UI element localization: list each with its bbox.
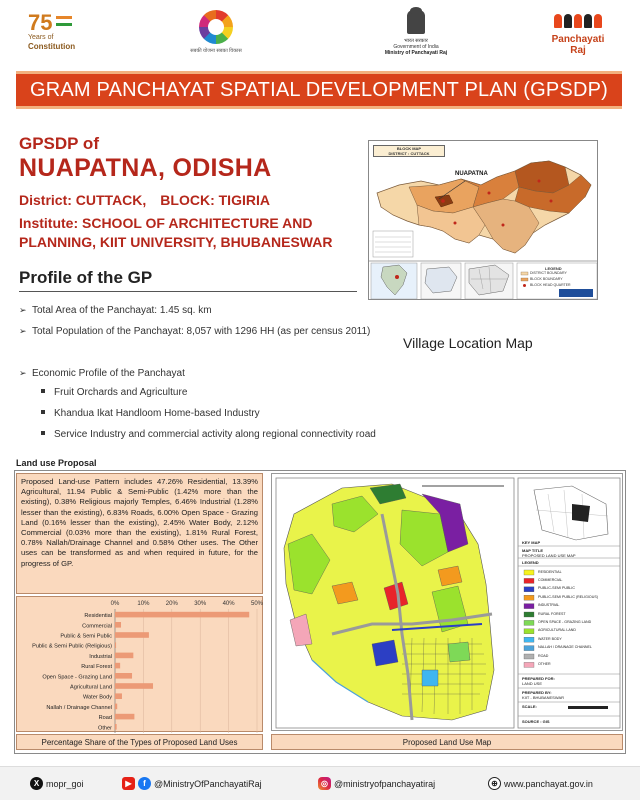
legend-swatch	[524, 612, 534, 617]
economic-item	[41, 408, 260, 419]
legend-swatch	[524, 570, 534, 575]
facebook-handle: @MinistryOfPanchayatiRaj	[154, 778, 262, 789]
legend-swatch	[524, 595, 534, 600]
ministry-line3: Ministry of Panchayati Raj	[384, 50, 448, 56]
logo-strip	[0, 0, 640, 64]
flower-icon	[199, 10, 233, 44]
map-title-label: MAP TITLE	[522, 548, 544, 553]
map-title-text: PROPOSED LAND USE MAP	[522, 553, 576, 558]
bar	[115, 683, 153, 689]
category-label: Nallah / Drainage Channel	[46, 704, 112, 711]
people-plan-logo	[190, 10, 242, 58]
x-tick-label: 20%	[165, 601, 178, 607]
instagram-link[interactable]	[318, 777, 435, 790]
prepared-by-label: PREPARED BY:	[522, 690, 552, 695]
square-bullet-icon	[41, 389, 45, 393]
instagram-icon: ◎	[318, 777, 331, 790]
plu-legend-item: NALLAH / DRAINAGE CHANNEL	[538, 645, 592, 650]
constitution-number: 75	[28, 10, 53, 35]
category-label: Other	[98, 725, 112, 732]
village-label: NUAPATNA	[455, 171, 488, 177]
bar	[115, 653, 133, 659]
category-label: Rural Forest	[81, 664, 112, 671]
legend-swatch	[524, 637, 534, 642]
ministry-line1: भारत सरकार	[404, 38, 428, 44]
social-footer	[0, 766, 640, 800]
key-map-label: KEY MAP	[522, 540, 541, 545]
gpsdp-of-label: GPSDP of	[19, 134, 99, 153]
economic-item-text: Service Industry and commercial activity along regional connectivity road	[54, 429, 376, 440]
economic-item-text: Khandua Ikat Handloom Home-based Industry	[54, 408, 260, 419]
bar-chart-svg	[17, 597, 264, 733]
legend-swatch	[524, 662, 534, 667]
plu-legend-item: OPEN SPACE - GRAZING LAND	[538, 619, 592, 624]
location-legend-item: BLOCK HEAD QUARTER	[530, 283, 571, 287]
banner-title: GRAM PANCHAYAT SPATIAL DEVELOPMENT PLAN (GPSDP)	[29, 78, 609, 101]
plu-legend-item: PUBLIC-SEMI PUBLIC	[538, 586, 575, 591]
bar	[115, 673, 132, 679]
bar	[115, 663, 120, 669]
institute-label: Institute: SCHOOL OF ARCHITECTURE AND PLANNING, KIIT UNIVERSITY, BHUBANESWAR	[19, 215, 333, 250]
economic-item	[41, 387, 187, 398]
plu-legend-item: WATER BODY	[538, 636, 562, 641]
category-label: Industrial	[89, 653, 112, 660]
category-label: Road	[98, 715, 112, 722]
legend-swatch	[524, 654, 534, 659]
category-label: Water Body	[82, 694, 112, 701]
arrow-bullet-icon: ➢	[19, 326, 27, 336]
profile-population-item	[19, 326, 370, 337]
panchayati-raj-text: Panchayati Raj	[551, 34, 605, 56]
x-tick-label: 50%	[250, 601, 264, 607]
legend-swatch	[524, 629, 534, 634]
economic-item-text: Fruit Orchards and Agriculture	[54, 387, 188, 398]
x-tick-label: 30%	[194, 601, 207, 607]
source-label: SOURCE : GIS	[522, 719, 550, 724]
proposed-land-use-map	[271, 473, 623, 731]
ministry-logo	[376, 10, 456, 60]
district-label: District: CUTTACK,	[19, 192, 147, 208]
facebook-icon: f	[138, 777, 151, 790]
bar	[115, 724, 117, 730]
economic-title-text: Economic Profile of the Panchayat	[32, 368, 185, 379]
profile-population-text: Total Population of the Panchayat: 8,057 with 1296 HH (as per census 2011)	[32, 326, 371, 337]
panchayati-raj-logo	[546, 10, 610, 54]
x-tick-label: 0%	[110, 601, 120, 607]
category-label: Open Space - Grazing Land	[42, 674, 112, 681]
location-legend-item: BLOCK BOUNDARY	[530, 277, 563, 281]
twitter-link[interactable]	[30, 777, 84, 790]
bar	[115, 693, 122, 699]
plu-legend-item: ROAD	[538, 653, 549, 658]
profile-divider	[19, 291, 357, 292]
land-use-map-caption: Proposed Land Use Map	[271, 734, 623, 750]
x-twitter-icon: X	[30, 777, 43, 790]
economic-item	[41, 429, 376, 440]
arrow-bullet-icon: ➢	[19, 305, 27, 315]
block-location-map	[368, 140, 598, 300]
block-label: BLOCK: TIGIRIA	[160, 192, 270, 208]
constitution-line2: Constitution	[28, 42, 76, 51]
bar	[115, 642, 116, 648]
block-map-graphic	[369, 141, 598, 300]
national-emblem-icon	[407, 10, 425, 34]
prepared-by-text: KIIT - BHUBANESWAR	[522, 695, 565, 700]
prepared-for-label: PREPARED FOR:	[522, 676, 555, 681]
legend-swatch	[524, 604, 534, 609]
people-figures-icon	[554, 12, 602, 30]
category-label: Public & Semi Public (Religious)	[32, 643, 112, 650]
website-link[interactable]	[488, 777, 593, 790]
arrow-bullet-icon: ➢	[19, 368, 27, 378]
land-use-map-graphic	[272, 474, 623, 731]
legend-swatch	[524, 587, 534, 592]
facebook-link[interactable]	[122, 777, 262, 790]
category-label: Public & Semi Public	[60, 633, 112, 640]
legend-swatch	[524, 646, 534, 651]
plu-legend-item: RURAL FOREST	[538, 611, 566, 616]
economic-title-item	[19, 368, 185, 379]
plu-legend-item: PUBLIC-SEMI PUBLIC (RELIGIOUS)	[538, 594, 598, 599]
gp-name: NUAPATNA, ODISHA	[19, 154, 272, 182]
legend-swatch	[524, 578, 534, 583]
website-url: www.panchayat.gov.in	[504, 778, 593, 789]
x-tick-label: 40%	[222, 601, 235, 607]
land-use-section-title: Land use Proposal	[16, 458, 97, 468]
bar	[115, 612, 249, 618]
plu-legend-item: AGRICULTURAL LAND	[538, 628, 576, 633]
village-location-caption: Village Location Map	[403, 335, 533, 351]
instagram-handle: @ministryofpanchayatiraj	[334, 778, 436, 789]
location-legend-item: DISTRICT BOUNDARY	[530, 271, 567, 275]
profile-title: Profile of the GP	[19, 268, 153, 287]
square-bullet-icon	[41, 410, 45, 414]
plu-legend-item: INDUSTRIAL	[538, 603, 560, 608]
twitter-handle: mopr_goi	[46, 778, 84, 789]
category-label: Commercial	[82, 623, 112, 630]
profile-area-text: Total Area of the Panchayat: 1.45 sq. km	[32, 305, 212, 316]
land-use-bar-chart	[16, 596, 263, 732]
scale-label: SCALE:	[522, 704, 537, 709]
x-tick-label: 10%	[137, 601, 150, 607]
title-banner	[16, 71, 622, 109]
category-label: Residential	[84, 613, 112, 620]
constitution-75-logo	[26, 10, 86, 54]
block-map-title: BLOCK MAP	[396, 146, 422, 151]
bar	[115, 632, 149, 638]
legend-swatch	[524, 620, 534, 625]
tricolor-mark	[56, 16, 72, 26]
flower-caption: सबकी योजना सबका विकास	[190, 48, 242, 54]
plu-legend-item: RESIDENTIAL	[538, 569, 562, 574]
land-use-description: Proposed Land-use Pattern includes 47.26% Residential, 13.39% Agricultural, 11.94 Public & Semi-Public (1.42% more than the existing), 0.38% Religious majorly Temples, 6.46% Industrial (1.28% lesser than the existing), 6.83% Roads, 6.00% Open Space - Grazing Land (0.16% lesser than the existing), 2.45% Water Body, 2.12% Commercial (0.03% more than the existing), 1.81% Rural Forest, 0.78% Nallah/Drainage Channel and 0.58% Other uses. The Other uses can be transformed as and when required in future, for the progress of GP.	[16, 473, 263, 594]
block-map-district: DISTRICT : CUTTACK	[388, 151, 430, 156]
bar	[115, 704, 117, 710]
plu-legend-item: OTHER	[538, 661, 551, 666]
chart-caption: Percentage Share of the Types of Proposed Land Uses	[16, 734, 263, 750]
bar	[115, 622, 121, 628]
bar	[115, 714, 134, 720]
profile-area-item	[19, 305, 212, 316]
category-label: Agricultural Land	[70, 684, 112, 691]
youtube-icon: ▶	[122, 777, 135, 790]
location-legend-title: LEGEND	[545, 266, 562, 271]
district-block-line	[19, 192, 270, 208]
globe-icon: ⊕	[488, 777, 501, 790]
square-bullet-icon	[41, 431, 45, 435]
plu-legend-label: LEGEND	[522, 560, 539, 565]
plu-legend-item: COMMERCIAL	[538, 577, 563, 582]
constitution-line1: Years of	[28, 34, 54, 41]
ministry-line2: Government of India	[393, 44, 439, 50]
prepared-for-text: LAND USE	[522, 681, 543, 686]
